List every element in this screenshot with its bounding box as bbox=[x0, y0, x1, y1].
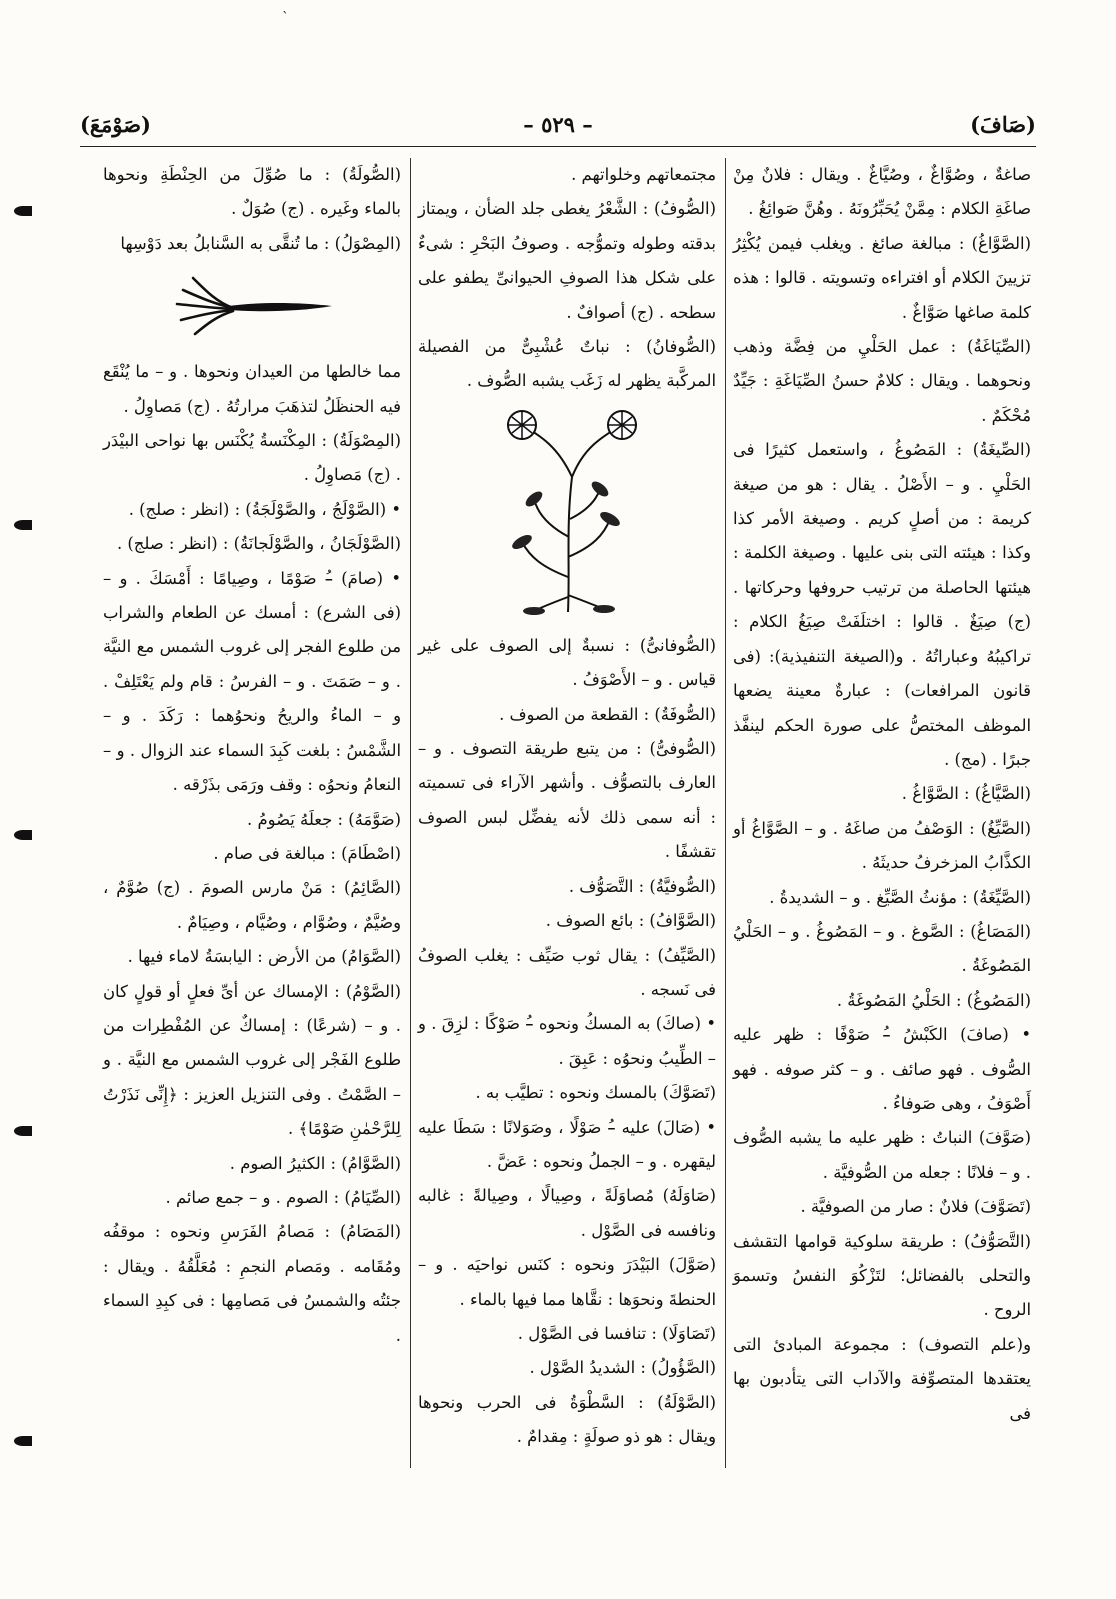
entry: (صَوَّفَ) النباتُ : ظهر عليه ما يشبه الصُّوف . و – فلانًا : جعله من الصُّوفيَّة . bbox=[733, 1128, 1031, 1182]
entry: (الصَّوْلَةُ) : السَّطْوَةُ فى الحرب ونحوها ويقال : هو ذو صولَةٍ : مِقدامٌ . bbox=[418, 1392, 716, 1447]
entry: (صَوَّمَهُ) : جعلَهُ يَصُومُ . bbox=[247, 809, 401, 829]
entry: (الصُّوفَةُ) : القطعة من الصوف . bbox=[499, 704, 716, 724]
entry: (الصَّوْمُ) : الإمساك عن أىِّ فعلٍ أو قولٍ كان . و – (شرعًا) : إمساكٌ عن المُفْطِرات من طلوع الفَجْر إلى غروب الشمس مع النيَّة . و – الصَّمْتُ . وفى التنزيل العزيز : ﴿إِنِّى نَذَرْتُ لِلرَّحْمٰنِ صَوْمًا﴾ . bbox=[103, 981, 401, 1139]
entry: (المَصُوغُ) : الحَلْيُ المَصُوغَةُ . bbox=[836, 990, 1031, 1010]
entry: (الصَّؤُولُ) : الشديدُ الصَّوْل . bbox=[529, 1358, 716, 1378]
entry: (الصَّيِّفُ) : يقال ثوب صَيِّف : يغلب الصوفُ فى نَسجه . bbox=[418, 945, 716, 999]
entry: (الصِّيغَةُ) : المَصُوغُ ، واستعمل كثيرًا فى الحَلْيِ . و – الأَصْلُ . يقال : هو من صيغة كريمة : من أصلٍ كريم . وصيغة الأمر كذا وكذا : هيئته التى بنى عليها . وصيغة الكلمة : هيئتها الحاصلة من ترتيب حروفها وحركاتها . (ج) صِيَغٌ . قالوا : اختلَفَتْ صِيَغُ الكلام : تراكيبُهُ وعباراتُهُ . و(الصيغة التنفيذية): (فى قانون المرافعات) : عبارةٌ معينة يضعها الموظف المختصُّ على صورة الحكم لينفَّذ جبرًا . (مج) . bbox=[733, 440, 1031, 769]
entry: (الصَّوَّاغُ) : مبالغة صائغ . ويغلب فيمن يُكْثِرُ تزيينَ الكلام أو افتراءه وتسويته . قالوا : هذه كلمة صاغها صَوَّاغٌ . bbox=[733, 233, 1031, 322]
margin-mark bbox=[14, 206, 32, 216]
entry: • (الصَّوْلَجُ ، والصَّوْلَجَةُ) : (انظر : صلج) . bbox=[128, 499, 401, 519]
fork-illustration-icon bbox=[103, 265, 401, 349]
stray-mark: ˋ bbox=[282, 10, 289, 26]
entry: • (صَالَ) عليه –ُ صَوْلًا ، وصَوَلانًا : سَطَا عليه ليقهره . و – الجملُ ونحوه : عَضَّ . bbox=[418, 1117, 716, 1171]
entry: (تَصَوَّفَ) فلانٌ : صار من الصوفيَّة . bbox=[800, 1197, 1031, 1217]
margin-mark bbox=[14, 830, 32, 840]
header-left-term: (صَوْمَعَ) bbox=[80, 112, 151, 137]
entry: (تَصَوَّكَ) بالمسك ونحوه : تطيَّب به . bbox=[475, 1083, 716, 1103]
entry: (الصُّوفُ) : الشَّعْرُ يغطى جلد الضأن ، ويمتاز بدقته وطوله وتموُّجه . وصوفُ البَحْرِ : شىءٌ على شكل هذا الصوفِ الحيوانىِّ يطفو على سطحه . (ج) أصوافٌ . bbox=[418, 199, 716, 322]
entry: (الصَّوْلَجَانُ ، والصَّوْلَجانَةُ) : (انظر : صلج) . bbox=[116, 534, 401, 554]
entry: و(علم التصوف) : مجموعة المبادئ التى يعتقدها المتصوِّفة والآداب التى يتأدبون بها فى bbox=[733, 1334, 1031, 1423]
column-middle bbox=[411, 158, 723, 1468]
entry: (التَّصَوُّفُ) : طريقة سلوكية قوامها التقشف والتحلى بالفضائل؛ لتَزْكُوَ النفسُ وتسموَ الروح . bbox=[733, 1231, 1031, 1320]
margin-mark bbox=[14, 520, 32, 530]
entry: (المَصَاغُ) : الصَّوغ . و – المَصُوغُ . و – الحَلْيُ المَصُوغَةُ . bbox=[733, 921, 1031, 976]
entry: (الصُّوفانُ) : نباتٌ عُشْبِىٌّ من الفصيلة المركَّبة يظهر له زَغَب يشبه الصُّوف . bbox=[418, 337, 716, 391]
entry: • (صافَ) الكَبْشُ –ُ صَوْفًا : ظهر عليه الصُّوف . فهو صائف . و – كثر صوفه . فهو أَصْوَفُ ، وهى صَوفاءُ . bbox=[733, 1025, 1031, 1113]
entry: (الصِّيَامُ) : الصوم . و – جمع صائم . bbox=[165, 1187, 401, 1207]
margin-mark bbox=[14, 1436, 32, 1446]
entry: (تَصَاوَلَا) : تنافسا فى الصَّوْل . bbox=[517, 1323, 716, 1343]
entry: (الصَّيِّغُ) : الوَصْفُ من صاغَهُ . و – الصَّوَّاغُ أو الكذَّابُ المزخرفُ حديثَهُ . bbox=[733, 818, 1031, 873]
entry: صاغةٌ ، وصُوَّاغٌ ، وصُيَّاغٌ . ويقال : فلانٌ مِنْ صاغَةِ الكلام : مِمَّنْ يُحَبِّرُونَهُ . وهُنَّ صَوائِغُ . bbox=[733, 165, 1031, 219]
plant-illustration-icon bbox=[418, 403, 716, 623]
column-left bbox=[96, 158, 408, 1468]
entry: (صَوَّلَ) البَيْدَرَ ونحوه : كنَس نواحيَه . و – الحنطةَ ونحوَها : نقَّاها مما فيها بالماء . bbox=[418, 1255, 716, 1309]
entry: (الصَّائِمُ) : مَنْ مارس الصومَ . (ج) صُوَّمٌ ، وصُيَّمٌ ، وصُوَّام ، وصُيَّام ، وصِيَامٌ . bbox=[103, 878, 401, 932]
entry: • (صاكَ) به المسكُ ونحوه –ُ صَوْكًا : لزِقَ . و – الطِّيبُ ونحوُه : عَبِقَ . bbox=[418, 1014, 716, 1068]
entry: (صَاوَلَهُ) مُصاوَلَةً ، وصِيالًا ، وصِيالةً : غالبه ونافسه فى الصَّوْل . bbox=[418, 1186, 716, 1240]
entry: مجتمعاتهم وخلواتهم . bbox=[571, 165, 716, 184]
column-divider bbox=[408, 158, 411, 1468]
entry: (الصَّيِّغَةُ) : مؤنثُ الصَّيِّغ . و – الشديدةُ . bbox=[769, 887, 1031, 907]
column-right bbox=[726, 158, 1038, 1468]
entry: (اصْطَامَ) : مبالغة فى صام . bbox=[213, 843, 401, 863]
margin-mark bbox=[14, 1126, 32, 1136]
entry: • (صامَ) –ُ صَوْمًا ، وصِيامًا : أَمْسَكَ . و – (فى الشرع) : أمسك عن الطعام والشراب من طلوع الفجر إلى غروب الشمس مع النيَّة . و – صَمَتَ . و – الفرسُ : قام ولم يَعْتَلِفْ . و – الماءُ والريحُ ونحوُهما : رَكَدَ . و – الشَّمْسُ : بلغت كَبِدَ السماء عند الزوال . و – النعامُ ونحوُه : وقف ورَمَى بذَرْقه . bbox=[103, 568, 401, 795]
entry: (المَصَامُ) : مَصامُ الفَرَسِ ونحوه : موقفُه ومُقَامه . ومَصام النجمِ : مُعَلَّقُهُ . ويقال : جئتُه والشمسُ فى مَصامِها : فى كبِدِ السماء . bbox=[103, 1222, 401, 1345]
entry: (الصُّوفيَّةُ) : التَّصَوُّف . bbox=[568, 876, 716, 896]
entry: (الصِّيَاغَةُ) : عمل الحَلْيِ من فِضَّة وذهب ونحوهما . ويقال : كلامٌ حسنُ الصِّيَاغَةِ : جَيِّدٌ مُحْكَمٌ . bbox=[733, 337, 1031, 425]
entry: (الصُّوفىُّ) : من يتبع طريقة التصوف . و – العارف بالتصوُّف . وأشهر الآراء فى تسميته : أنه سمى ذلك لأنه يفضِّل لبس الصوف تقشفًا . bbox=[418, 739, 716, 862]
entry: (الصَّوَامُ) من الأرض : اليابسَةُ لاماء فيها . bbox=[127, 947, 401, 967]
entry: (المِصْوَلُ) : ما تُنقَّى به السَّنابلُ بعد دَوْسِها bbox=[120, 233, 401, 253]
entry: مما خالطها من العيدان ونحوها . و – ما يُنْقَع فيه الحنظَلُ لتذهَبَ مرارتُهُ . (ج) مَصاوِلُ . bbox=[103, 362, 401, 416]
page-header bbox=[80, 112, 1036, 148]
column-divider bbox=[723, 158, 726, 1468]
entry: (المِصْوَلَةُ) : المِكْنَسةُ يُكْنَس بها نواحى البيْدَر . (ج) مَصاوِلُ . bbox=[103, 431, 401, 485]
dictionary-columns bbox=[78, 158, 1038, 1468]
entry: (الصَّوَّافُ) : بائع الصوف . bbox=[545, 911, 716, 931]
entry: (الصُّولَةُ) : ما صُوِّلَ من الحِنْطَةِ ونحوها بالماء وغَيره . (ج) صُوَلٌ . bbox=[103, 165, 401, 219]
header-right-term: (صَافَ) bbox=[970, 112, 1036, 137]
entry: (الصُّوفانىُّ) : نسبةٌ إلى الصوف على غير قياس . و – الأَصْوَفُ . bbox=[418, 635, 716, 690]
entry: (الصَّوَّامُ) : الكثيرُ الصوم . bbox=[229, 1153, 401, 1173]
page-number: – ٥٢٩ – bbox=[523, 112, 593, 137]
header-rule bbox=[80, 146, 1036, 147]
entry: (الصَّيَّاغُ) : الصَّوَّاغُ . bbox=[901, 784, 1031, 804]
